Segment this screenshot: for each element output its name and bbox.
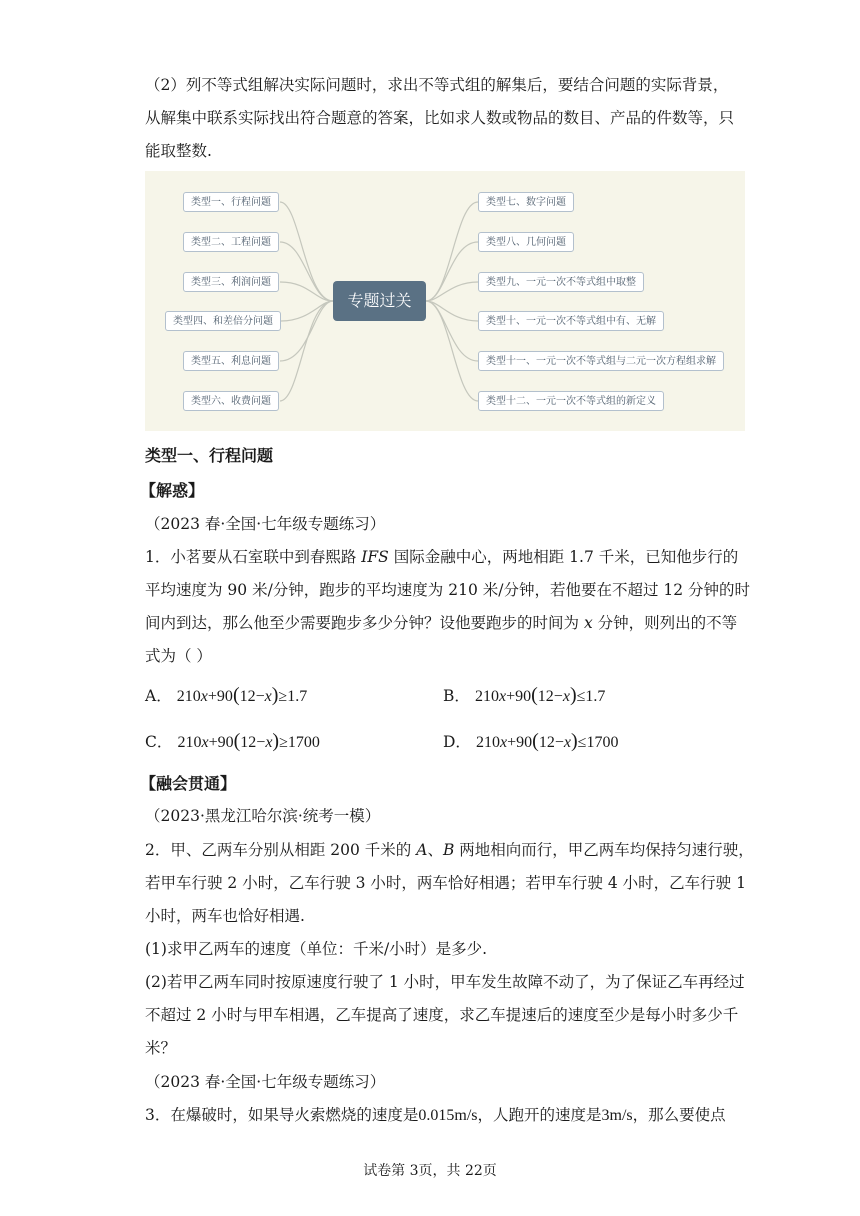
- q2-sub-1: (1)求甲乙两车的速度（单位：千米/小时）是多少.: [145, 940, 488, 958]
- q1-source: （2023 春·全国·七年级专题练习）: [145, 515, 386, 533]
- q1-line-1: [145, 545, 738, 567]
- q2-line-2: 若甲车行驶 2 小时，乙车行驶 3 小时，两车恰好相遇；若甲车行驶 4 小时，乙车行驶 1: [145, 874, 746, 892]
- q1-line-2: 平均速度为 90 米/分钟，跑步的平均速度为 210 米/分钟，若他要在不超过 12 分钟的时: [145, 581, 751, 599]
- q3-line-1-text-c: ，那么要使点: [632, 1106, 726, 1124]
- q3-line-1-text-a: 3．在爆破时，如果导火索燃烧的速度是: [145, 1106, 419, 1124]
- q1-line-3: [145, 611, 737, 633]
- q2-sub-2-line-2: 不超过 2 小时与甲车相遇，乙车提高了速度，求乙车提速后的速度至少是每小时多少千: [145, 1006, 739, 1024]
- q2-line-1: [145, 838, 754, 860]
- q3-line-1-text-b: ，人跑开的速度是: [477, 1106, 602, 1124]
- q2-sub-2-line-1: (2)若甲乙两车同时按原速度行驶了 1 小时，甲车发生故障不动了，为了保证乙车再经过: [145, 973, 745, 991]
- q1-var-x: x: [583, 614, 593, 632]
- q2-line-3: 小时，两车也恰好相遇.: [145, 907, 305, 925]
- mind-map-node-type-4: 类型四、和差倍分问题: [165, 311, 281, 331]
- q1-ifs: IFS: [361, 548, 389, 566]
- mind-map-node-type-1: 类型一、行程问题: [183, 192, 279, 212]
- mind-map-node-type-10: 类型十、一元一次不等式组中有、无解: [478, 311, 664, 331]
- mind-map-node-type-6: 类型六、收费问题: [183, 391, 279, 411]
- jiehuo-heading: 【解惑】: [140, 481, 205, 500]
- mind-map-node-type-3: 类型三、利润问题: [183, 272, 279, 292]
- option-a[interactable]: [145, 684, 307, 707]
- option-d-label: D．: [443, 733, 471, 751]
- q2-line-1-text-a: 2．甲、乙两车分别从相距 200 千米的: [145, 841, 417, 859]
- q2-point-a: A: [416, 841, 428, 859]
- intro-line-2: 从解集中联系实际找出符合题意的答案，比如求人数或物品的数目、产品的件数等，只: [145, 109, 735, 127]
- q3-line-1: [145, 1103, 726, 1125]
- section-title: 类型一、行程问题: [145, 446, 274, 465]
- q2-line-1-text-b: 两地相向而行，甲乙两车均保持匀速行驶，: [454, 841, 754, 859]
- mind-map-node-type-12: 类型十二、一元一次不等式组的新定义: [478, 391, 664, 411]
- option-c[interactable]: [145, 730, 320, 753]
- mind-map-node-type-7: 类型七、数字问题: [478, 192, 574, 212]
- mind-map-node-type-2: 类型二、工程问题: [183, 232, 279, 252]
- mind-map-node-type-5: 类型五、利息问题: [183, 351, 279, 371]
- intro-line-1: （2）列不等式组解决实际问题时，求出不等式组的解集后，要结合问题的实际背景，: [145, 76, 729, 94]
- q1-line-1-text-b: 国际金融中心，两地相距 1.7 千米，已知他步行的: [388, 548, 739, 566]
- option-a-label: A．: [145, 687, 172, 705]
- option-d-expression: 210x+90(12−x)≤1700: [476, 730, 619, 752]
- option-b-expression: 210x+90(12−x)≤1.7: [474, 684, 606, 706]
- option-d[interactable]: [443, 730, 618, 753]
- option-c-label: C．: [145, 733, 173, 751]
- q2-sub-2-line-3: 米？: [145, 1039, 177, 1057]
- mind-map-node-type-9: 类型九、一元一次不等式组中取整: [478, 272, 644, 292]
- intro-line-3: 能取整数.: [145, 142, 212, 160]
- q1-line-3-text-a: 间内到达，那么他至少需要跑步多少分钟？设他要跑步的时间为: [145, 614, 584, 632]
- mind-map: [145, 171, 745, 431]
- page-footer: 试卷第 3页，共 22页: [363, 1163, 497, 1179]
- q2-line-1-sep: 、: [427, 841, 443, 859]
- q3-speed-fuse: 0.015m/s: [418, 1107, 478, 1124]
- option-b-label: B．: [443, 687, 470, 705]
- mind-map-node-type-11: 类型十一、一元一次不等式组与二元一次方程组求解: [478, 351, 724, 371]
- q1-line-3-text-b: 分钟，则列出的不等: [592, 614, 738, 632]
- q2-source: （2023·黑龙江哈尔滨·统考一模）: [145, 807, 381, 825]
- ronghui-heading: 【融会贯通】: [140, 774, 237, 793]
- q2-point-b: B: [442, 841, 455, 859]
- option-c-expression: 210x+90(12−x)≥1700: [177, 730, 320, 752]
- q1-line-1-text-a: 1．小茗要从石室联中到春熙路: [145, 548, 362, 566]
- q3-source: （2023 春·全国·七年级专题练习）: [145, 1073, 386, 1091]
- mind-map-node-type-8: 类型八、几何问题: [478, 232, 574, 252]
- q1-line-4: 式为（ ）: [145, 647, 212, 665]
- q3-speed-person: 3m/s: [601, 1107, 633, 1124]
- option-a-expression: 210x+90(12−x)≥1.7: [176, 684, 308, 706]
- mind-map-center: 专题过关: [333, 281, 426, 321]
- option-b[interactable]: [443, 684, 605, 707]
